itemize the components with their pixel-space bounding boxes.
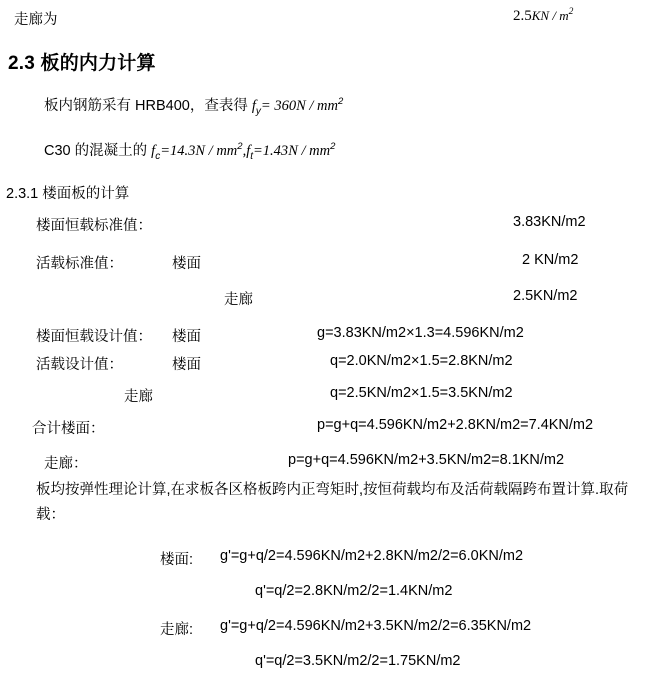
fc-subscript: c bbox=[155, 150, 161, 162]
row-label-3: 楼面恒载设计值： bbox=[36, 329, 152, 345]
final-value-0: g'=g+q/2=4.596KN/m2+2.8KN/m2/2=6.0KN/m2 bbox=[220, 548, 524, 564]
final-value-1: q'=q/2=2.8KN/m2/2=1.4KN/m2 bbox=[255, 583, 453, 599]
final-value-3: q'=q/2=3.5KN/m2/2=1.75KN/m2 bbox=[255, 653, 461, 669]
top-value-unit: KN / m bbox=[531, 8, 569, 23]
paragraph-rebar bbox=[44, 94, 343, 117]
rebar-equals: = 360 bbox=[260, 98, 297, 114]
rebar-unit: N / mm bbox=[296, 98, 338, 114]
rebar-symbol: f bbox=[251, 98, 256, 114]
rebar-text: 板内钢筋采有 HRB400，查表得 bbox=[44, 98, 252, 114]
top-value bbox=[513, 7, 573, 25]
final-value-2: g'=g+q/2=4.596KN/m2+3.5KN/m2/2=6.35KN/m2 bbox=[220, 618, 532, 634]
row-value-2: 2.5KN/m2 bbox=[513, 288, 578, 304]
row-value-0: 3.83KN/m2 bbox=[513, 214, 586, 230]
row-value-5: q=2.5KN/m2×1.5=3.5KN/m2 bbox=[330, 385, 513, 401]
row-sublabel-5: 走廊 bbox=[124, 389, 153, 405]
ft-symbol: f bbox=[246, 143, 251, 159]
row-sublabel-2: 走廊 bbox=[224, 292, 253, 308]
row-label-7: 走廊： bbox=[44, 456, 88, 472]
row-label-4: 活载设计值： bbox=[36, 357, 123, 373]
row-sublabel-1: 楼面 bbox=[172, 256, 201, 272]
ft-unit: N / mm bbox=[288, 143, 331, 159]
ft-value: =1.43 bbox=[253, 143, 289, 159]
row-value-1: 2 KN/m2 bbox=[522, 252, 579, 268]
paragraph-concrete bbox=[44, 139, 335, 162]
row-sublabel-3: 楼面 bbox=[172, 329, 201, 345]
section-heading: 2.3 板的内力计算 bbox=[8, 53, 156, 74]
fc-value: =14.3 bbox=[160, 143, 196, 159]
row-value-6: p=g+q=4.596KN/m2+2.8KN/m2=7.4KN/m2 bbox=[317, 417, 594, 433]
row-sublabel-4: 楼面 bbox=[172, 357, 201, 373]
row-label-0: 楼面恒载标准值： bbox=[36, 218, 152, 234]
top-value-number: 2.5 bbox=[513, 8, 532, 24]
subsection-heading: 2.3.1 楼面板的计算 bbox=[6, 186, 130, 202]
row-value-7: p=g+q=4.596KN/m2+3.5KN/m2=8.1KN/m2 bbox=[288, 452, 565, 468]
fc-symbol: f bbox=[151, 143, 156, 159]
top-label: 走廊为 bbox=[14, 12, 58, 28]
row-value-3: g=3.83KN/m2×1.3=4.596KN/m2 bbox=[317, 325, 524, 341]
row-label-6: 合计楼面： bbox=[32, 421, 105, 437]
math-comma: , bbox=[242, 143, 247, 159]
row-value-4: q=2.0KN/m2×1.5=2.8KN/m2 bbox=[330, 353, 513, 369]
row-label-1: 活载标准值： bbox=[36, 256, 123, 272]
ft-unit-exponent: 2 bbox=[330, 141, 336, 153]
final-label-2: 走廊: bbox=[160, 622, 194, 638]
concrete-text: C30 的混凝土的 bbox=[44, 143, 152, 159]
fc-unit: N / mm bbox=[195, 143, 238, 159]
explanatory-paragraph: 板均按弹性理论计算,在求板各区格板跨内正弯矩时,按恒荷载均布及活荷载隔跨布置计算.取荷载： bbox=[36, 482, 629, 523]
top-value-unit-exponent: 2 bbox=[568, 7, 574, 17]
ft-subscript: t bbox=[250, 150, 254, 162]
final-label-0: 楼面: bbox=[160, 552, 194, 568]
fc-unit-exponent: 2 bbox=[237, 141, 243, 153]
rebar-symbol-subscript: y bbox=[255, 105, 261, 117]
rebar-unit-exponent: 2 bbox=[337, 96, 344, 108]
